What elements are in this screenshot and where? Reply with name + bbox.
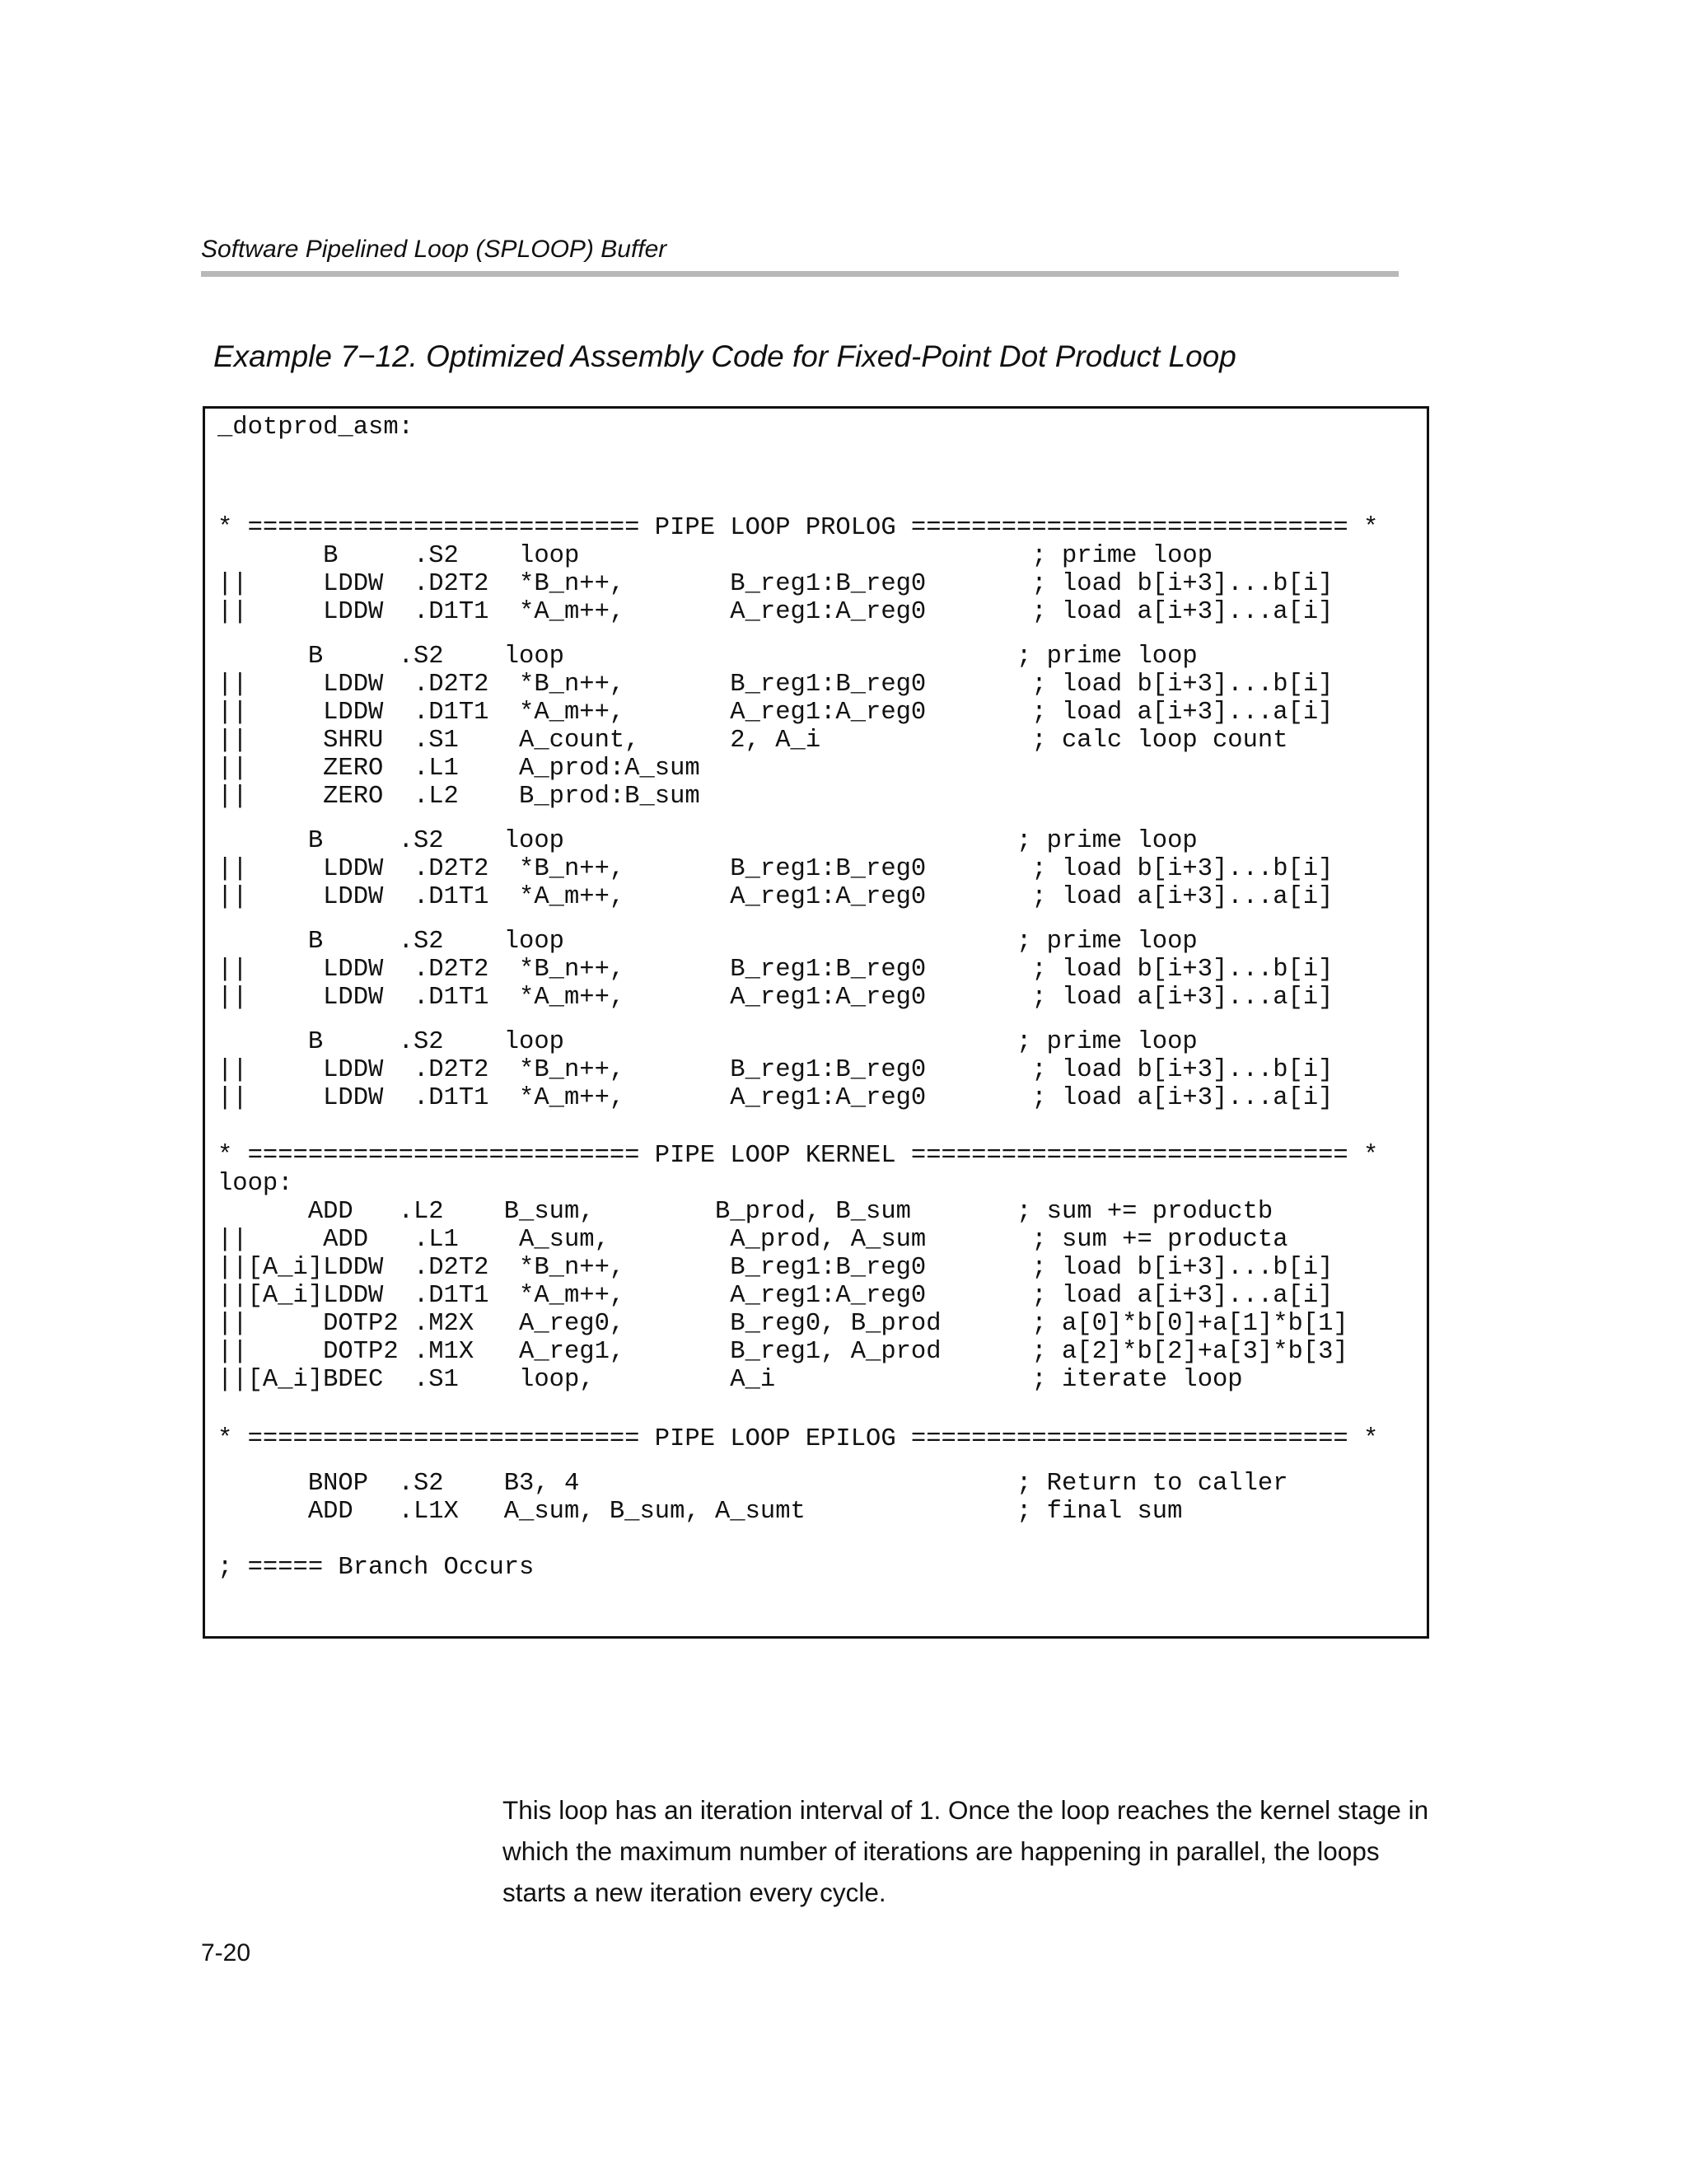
code-line: || LDDW .D1T1 *A_m++, A_reg1:A_reg0 ; load a[i+3]...a[i] bbox=[217, 598, 1334, 626]
code-line: ||[A_i]BDEC .S1 loop, A_i ; iterate loop bbox=[217, 1366, 1243, 1394]
running-header: Software Pipelined Loop (SPLOOP) Buffer bbox=[201, 236, 667, 263]
code-line: ADD .L1X A_sum, B_sum, A_sumt ; final sum bbox=[217, 1498, 1183, 1526]
code-line: || LDDW .D1T1 *A_m++, A_reg1:A_reg0 ; load a[i+3]...a[i] bbox=[217, 1084, 1334, 1112]
code-listing bbox=[203, 406, 1429, 1639]
code-line: || SHRU .S1 A_count, 2, A_i ; calc loop count bbox=[217, 727, 1288, 755]
code-line: B .S2 loop ; prime loop bbox=[217, 827, 1198, 855]
code-line: || LDDW .D1T1 *A_m++, A_reg1:A_reg0 ; load a[i+3]...a[i] bbox=[217, 984, 1334, 1012]
code-line: || LDDW .D1T1 *A_m++, A_reg1:A_reg0 ; load a[i+3]...a[i] bbox=[217, 699, 1334, 727]
body-paragraph: This loop has an iteration interval of 1. Once the loop reaches the kernel stage in which the maximum number of iterations are happening in parallel, the loops starts a new iteration every cycle. bbox=[502, 1794, 1429, 1907]
page-number: 7-20 bbox=[201, 1939, 251, 1967]
code-line: || LDDW .D2T2 *B_n++, B_reg1:B_reg0 ; load b[i+3]...b[i] bbox=[217, 671, 1334, 699]
code-line: || ZERO .L1 A_prod:A_sum bbox=[217, 755, 700, 783]
code-line: * ========================== PIPE LOOP PROLOG ============================= * bbox=[217, 514, 1379, 542]
code-line: ; ===== Branch Occurs bbox=[217, 1554, 535, 1582]
code-line: || LDDW .D2T2 *B_n++, B_reg1:B_reg0 ; load b[i+3]...b[i] bbox=[217, 956, 1334, 984]
example-title: Example 7−12. Optimized Assembly Code for Fixed-Point Dot Product Loop bbox=[213, 339, 1236, 373]
code-line: B .S2 loop ; prime loop bbox=[217, 643, 1198, 671]
code-line: || ZERO .L2 B_prod:B_sum bbox=[217, 783, 700, 811]
code-line: || LDDW .D2T2 *B_n++, B_reg1:B_reg0 ; load b[i+3]...b[i] bbox=[217, 855, 1334, 883]
code-line: ||[A_i]LDDW .D2T2 *B_n++, B_reg1:B_reg0 ; load b[i+3]...b[i] bbox=[217, 1254, 1334, 1282]
code-line: B .S2 loop ; prime loop bbox=[217, 928, 1198, 956]
code-line: ||[A_i]LDDW .D1T1 *A_m++, A_reg1:A_reg0 ; load a[i+3]...a[i] bbox=[217, 1282, 1334, 1310]
code-line: * ========================== PIPE LOOP EPILOG ============================= * bbox=[217, 1425, 1379, 1453]
code-line: ADD .L2 B_sum, B_prod, B_sum ; sum += productb bbox=[217, 1198, 1273, 1226]
code-line: || LDDW .D2T2 *B_n++, B_reg1:B_reg0 ; load b[i+3]...b[i] bbox=[217, 1056, 1334, 1084]
code-line: B .S2 loop ; prime loop bbox=[217, 542, 1213, 570]
code-line: BNOP .S2 B3, 4 ; Return to caller bbox=[217, 1470, 1288, 1498]
code-line: || ADD .L1 A_sum, A_prod, A_sum ; sum += producta bbox=[217, 1226, 1288, 1254]
code-line: || LDDW .D1T1 *A_m++, A_reg1:A_reg0 ; load a[i+3]...a[i] bbox=[217, 883, 1334, 911]
code-line: _dotprod_asm: bbox=[217, 414, 414, 442]
code-line: loop: bbox=[217, 1170, 293, 1198]
code-line: B .S2 loop ; prime loop bbox=[217, 1028, 1198, 1056]
code-line: * ========================== PIPE LOOP KERNEL ============================= * bbox=[217, 1142, 1379, 1170]
code-line: || LDDW .D2T2 *B_n++, B_reg1:B_reg0 ; load b[i+3]...b[i] bbox=[217, 570, 1334, 598]
code-line: || DOTP2 .M1X A_reg1, B_reg1, A_prod ; a[2]*b[2]+a[3]*b[3] bbox=[217, 1338, 1348, 1366]
code-line: || DOTP2 .M2X A_reg0, B_reg0, B_prod ; a[0]*b[0]+a[1]*b[1] bbox=[217, 1310, 1348, 1338]
header-rule bbox=[201, 271, 1399, 277]
